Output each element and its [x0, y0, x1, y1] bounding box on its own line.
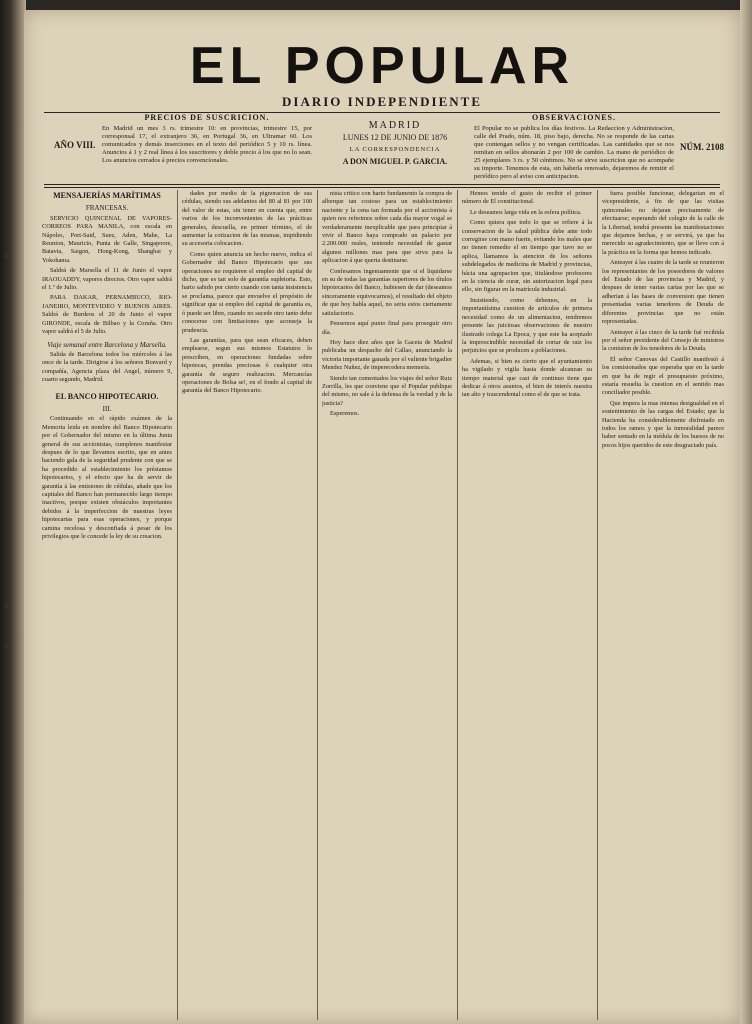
column-divider: [457, 190, 458, 1020]
article-paragraph: Siendo tan comentados los viajes del señor Ruiz Zorrilla, les que conviene que el Popular publique del mismo, no sale á la defensa de la verdad y de la justicia?: [322, 374, 452, 407]
masthead-title: EL POPULAR: [189, 37, 575, 95]
article-paragraph: Pensemos aquí punto final para proseguir otro día.: [322, 320, 452, 336]
article-paragraph: Esperemos.: [330, 410, 360, 418]
book-spine: [0, 0, 26, 1024]
article-paragraph: fuera posible funcionar, delegarian en el vicepresidente, á fin de que las visitas quincenales no dejaran precisamente de efectuarse; esperando del colegio de la calle de la Libertad, tendrá presente las manifestaciones que dejamos hechas, y se servirá, ya que ha merecido su agradecimiento, que se lleve con á la práctica en la forma que hemos indicado.: [602, 190, 724, 256]
issue-number: NÚM. 2108: [680, 142, 724, 152]
shipping-subheading: FRANCESAS.: [85, 204, 129, 213]
dateline-date: LUNES 12 DE JUNIO DE 1876: [342, 133, 448, 142]
column-4: [462, 190, 592, 1020]
article-paragraph: Como quien anuncia un hecho nuevo, indica el Gobernador del Banco Hipotecario que sus operaciones no requieren el empleo del capital de dicho, que es tan solo de garantía supletoria. Esto, harto sabido por cierto cuando con tanta insistencia se proclama, parece que envuelve el propósito de significar que si empleo del capital de garantía es, ó puede ser libre, cuando no sucede otro tanto debe conocerse con limitaciones que aconseja la prudencia.: [182, 250, 312, 334]
column-5: [602, 190, 724, 1020]
header-rule-bottom-double: [44, 187, 720, 188]
page-edge: [740, 0, 752, 1024]
article-paragraph: nista critico con harto fundamento la compra de alberque tan costoso para un establecimiento naciente y la cena tan formada por el accionista á quien nos referimos sobre cada día mayor vogal se verdaderamente inexplicable que para principiar á vivir el Banco haya comprado un palacio por 2.200.000 reales, teniendo necesidad de gastar algunos millones mas para que sirva para la aplicacion á que queria destinarse.: [322, 190, 452, 265]
observations: [474, 114, 674, 181]
weekly-voyage-heading: Viaje semanal entre Barcelona y Marsella.: [47, 340, 167, 349]
shipping-heading: MENSAJERÍAS MARÍTIMAS: [53, 191, 161, 200]
article-paragraph: Como quiera que todo lo que se refiere á la conservacion de la salud pública debe ante todo corregirse con mano fuerte, evitando los males que no tienen remedio el en tiempo que tuvo no se aplica, llamamos la atencion de los señores subdelegados de medicina de Madrid y provincias, hácia una agrupacion que, titulándose profesores en la ciencia de curar, sin autorizacion legal para ello, sin figurar en la matrícula industrial.: [462, 219, 592, 294]
column-3: [322, 190, 452, 1020]
article-paragraph: Hemos tenido el gusto de recibir el primer número de El constitucional.: [462, 190, 592, 206]
dateline: [320, 120, 470, 168]
observations-title: OBSERVACIONES.: [531, 113, 617, 122]
shipping-paragraph: Saldrá de Marsella el 11 de Junio el vapor IRAOUADDY, vapores directos. Otro vapor saldrá el 1.º de Julio.: [42, 267, 172, 292]
column-divider: [597, 190, 598, 1020]
article-heading: EL BANCO HIPOTECARIO.: [55, 391, 159, 401]
article-paragraph: Ademas, si bien es cierto que el ayuntamiento ha vigilado y vigila hasta donde alcanzan su tiempo material que casi de continuo tiene que dedicar á otros asuntos, el bien de interés nuestra tan alto y trascendental como el de que se trata.: [462, 357, 592, 399]
shipping-paragraph: PARA DAKAR, PERNAMBUCO, RIO-JANEIRO, MONTEVIDEO Y BUENOS AIRES. Saldrá de Burdeos el 20 de Junio el vapor GIRONDE, escala de Bilbao y la Coruña. Otro vapor saldrá el 5 de Julio.: [42, 294, 172, 336]
dateline-correspondencia: LA CORRESPONDENCIA: [349, 146, 441, 153]
subscription-text: En Madrid un mes 3 rs. trimestre 10: en provincias, trimestre 15, por corresponsal 17, el extranjero 36, en Portugal 36, en Ultramar 60. Los comunicados y demás inserciones en el texto del periódico 5 y 10 rs. línea. Anuncios á 1 y 2 real línea á los suscritores y doble precio á los que no lo sean. Los anuncios cerrados á precios convencionales.: [102, 125, 312, 164]
subscription-prices: [102, 114, 312, 165]
article-paragraph: El señor Canovas del Castillo manifestó á los comisionados que esperaba que en la tarde en que ha de regir el presupuesto próximo, estaría resuelta la cuestion en el sentido mas conciliador posible.: [602, 355, 724, 397]
newspaper-page: [24, 10, 740, 1024]
dateline-city: MADRID: [368, 120, 422, 131]
article-paragraph: Las garantías, para que sean eficaces, deben emplearse, segun sus mismos Estatutos lo prescriben, en operaciones fundadas sobre hipotecas, prendas preciosas ó cualquier otra garantía de seguro realizacion. Mercancías operaciones de Bolsa se!, en el fondo al capital de garantía del Banco Hipotecario.: [182, 336, 312, 395]
spine-letter: n: [4, 640, 10, 650]
article-paragraph: dades por medio de la pignoracion de sus cédulas, siendo sus adelantos del 80 al 81 por 100 del valor de estas, sin tener en cuenta que, entre varios de los inconvenientes de las prácticas generales, descuella, en primer término, el de aumentar la cotizacion de las mismas, impidiendo su accesoria colocacion.: [182, 190, 312, 248]
article-paragraph: Hoy hace diez años que la Gaceta de Madrid publicaba un despacho del Callao, anunciando la victoria importante ganada por el valiente brigadier Mendez Nuñez, de imperecedera memoria.: [322, 338, 452, 372]
masthead-subtitle: DIARIO INDEPENDIENTE: [282, 94, 482, 109]
dateline-director: A DON MIGUEL P. GARCIA.: [342, 157, 448, 166]
subscription-title: PRECIOS DE SUSCRICION.: [144, 113, 270, 122]
article-numeral: III.: [102, 404, 112, 413]
article-paragraph: Le deseamos larga vida en la esfera política.: [470, 208, 582, 216]
article-paragraph: Que impera la mas intensa desigualdad en el sostenimiento de las cargas del Estado; que la Hacienda ha considerablemente disfrutado en todos los ramos y que la inmoralidad parece haber sentado en la médula de los huesos de no pocos hijos queridos de este desgraciado país.: [602, 399, 724, 449]
spine-letter: a: [4, 600, 9, 610]
observations-text: El Popular no se publica los días festivos. La Redaccion y Administracion, calle del Prado, núm. 18, piso bajo, derecha. No se responde de las cartas que contengan sellos y no vengan certificadas. Las cantidades que se nos remitan en sellos abonarán 2 por 100 de cambio. La mano de periódico de 25 ejemplares 3 rs. y 50 céntimos. No se sirve suscricion que no acompañe su importe. Tenemos de esta, sin haberla renovado, dejaremos de remitir el periódico pero al aviso con anticipacion.: [474, 125, 674, 180]
article-paragraph: Insistiendo, como debemos, en la importantísima cuestion de artículos de primera necesidad como de un alimentacion, tendremos presente las juiciosas observaciones de nuestro ilustrado colega La Epoca, y que este ha aceptado la imprescindible necesidad de cortar de raiz los perjuicios que se producen a poblaciones.: [462, 296, 592, 355]
column-2: [182, 190, 312, 1020]
header-rule-bottom: [44, 184, 720, 185]
article-paragraph: Anteayer á las cinco de la tarde fué recibida por el señor presidente del Consejo de ministros la comision de los tenedores de la Deuda.: [602, 328, 724, 353]
article-paragraph: Confesamos ingenuamente que si el liquidarse en su de todas las garantías superiores de los títulos hipotecarios del Banco, hubiesen de dar (deseamos sinceramente equivocarnos), el resultado del objeto de que hoy habla aquel, no seria estos ciertamente satisfactorio.: [322, 267, 452, 317]
article-paragraph: Continuando en el rápido exámen de la Memoria leida en nombre del Banco Hipotecario por el Gobernador del mismo en la última Junta general de sus accionistas, cumplenos manifestar despues de lo que llevamos escrito, que en antes haciendo gala de la seguridad prudente con que se ha procedido al establecimiento los préstamos hipotecarios, y el efecto que ha de servir de garantía á las emisiones de cédulas, añade que los capitales del Banco han permanecido largo tiempo inactivos, porque existen obstáculos importantes debidos á la imperfeccion de nuestras leyes hipotecarias para esas operaciones, y porque camina recelosa y desconfiada á pesar de los privilegios que le concede la ley de su creacion.: [42, 415, 172, 541]
article-paragraph: Anteayer á las cuatro de la tarde se reunieron los representantes de los poseedores de valores del Estado de las provincias y Madrid, y despues de tener varias cartas por las que se adherian á las bases de conversion que tienen presentadas varias tenedores de Deuda de diferentes provincias que no están representadas.: [602, 259, 724, 326]
column-divider: [317, 190, 318, 1020]
spine-letter: o: [4, 250, 9, 260]
column-1: [42, 190, 172, 1020]
shipping-paragraph: SERVICIO QUINCENAL DE VAPORES-CORREOS PARA MANILA, con escala en Nápoles, Port-Said, Suez, Aden, Mahe, La Reunion, Mauricio, Punta de Galle, Singapoore, Batavia, Saigon, Hong-Kong, Shanghai y Yokohama.: [42, 214, 172, 264]
column-divider: [177, 190, 178, 1020]
year-label: AÑO VIII.: [54, 140, 96, 150]
shipping-paragraph: Salida de Barcelona todos los miércoles á las once de la tarde. Dirigirse á los señores Bonvard y compañía, Agencia plaza del Angel, número 9, cuarto segundo, Madrid.: [42, 350, 172, 384]
